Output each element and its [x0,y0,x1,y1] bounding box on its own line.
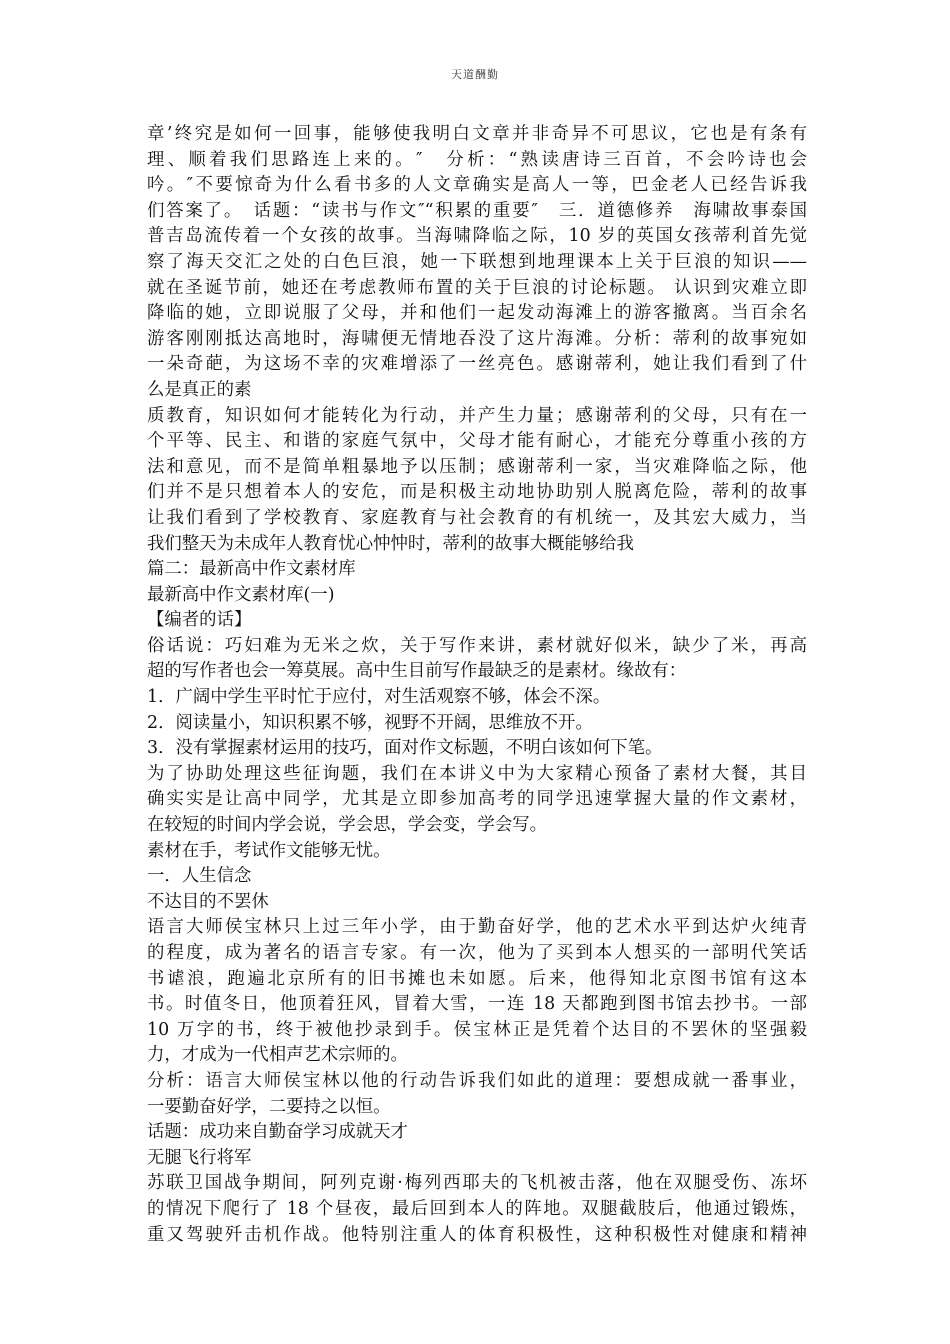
text-line: 的情况下爬行了 18 个昼夜，最后回到本人的阵地。双腿截肢后，他通过锻炼， [147,1198,807,1219]
text-line: 分析：语言大师侯宝林以他的行动告诉我们如此的道理：要想成就一番事业， [147,1070,807,1091]
text-line: 书谑浪，跑遍北京所有的旧书摊也未如愿。后来，他得知北京图书馆有这本 [147,968,807,989]
text-line: 语言大师侯宝林只上过三年小学，由于勤奋好学，他的艺术水平到达炉火纯青 [147,917,807,938]
text-line: 10 万字的书，终于被他抄录到手。侯宝林正是凭着个达目的不罢休的坚强毅 [147,1019,807,1040]
text-line: 3．没有掌握素材运用的技巧，面对作文标题，不明白该如何下笔。 [147,738,663,759]
text-line: 理、顺着我们思路连上来的。″ 分析：“熟读唐诗三百首，不会吟诗也会 [147,149,807,170]
text-line: 吟。″不要惊奇为什么看书多的人文章确实是高人一等，巴金老人已经告诉我 [147,175,807,196]
text-line: 普吉岛流传着一个女孩的故事。当海啸降临之际，10 岁的英国女孩蒂利首先觉 [147,226,807,247]
text-line: 1．广阔中学生平时忙于应付，对生活观察不够，体会不深。 [147,687,611,708]
text-line: 游客刚刚抵达高地时，海啸便无情地吞没了这片海滩。分析：蒂利的故事宛如 [147,328,807,349]
text-line: 一朵奇葩，为这场不幸的灾难增添了一丝亮色。感谢蒂利，她让我们看到了什 [147,354,807,375]
text-line: 2．阅读量小，知识积累不够，视野不开阔，思维放不开。 [147,712,593,733]
text-line: 苏联卫国战争期间，阿列克谢·梅列西耶夫的飞机被击落，他在双腿受伤、冻坏 [147,1173,807,1194]
text-line: 降临的她，立即说服了父母，并和他们一起发动海滩上的游客撤离。当百余名 [147,303,807,324]
text-line: 们并不是只想着本人的安危，而是积极主动地协助别人脱离危险，蒂利的故事 [147,482,807,503]
text-line: 超的写作者也会一筹莫展。高中生目前写作最缺乏的是素材。缘故有： [147,661,687,682]
text-line: 个平等、民主、和谐的家庭气氛中，父母才能有耐心，才能充分尊重小孩的方 [147,431,807,452]
text-line: 一要勤奋好学，二要持之以恒。 [147,1096,391,1117]
text-line: 么是真正的素 [147,379,252,400]
text-line: 书。时值冬日，他顶着狂风，冒着大雪，一连 18 天都跑到图书馆去抄书。一部 [147,994,807,1015]
text-line: 就在圣诞节前，她还在考虑教师布置的关于巨浪的讨论标题。 认识到灾难立即 [147,277,807,298]
text-line: 们答案了。 话题：“读书与作文″“积累的重要″ 三．道德修养 海啸故事泰国 [147,200,807,221]
text-line: 为了协助处理这些征询题，我们在本讲义中为大家精心预备了素材大餐，其目 [147,763,807,784]
text-line: 在较短的时间内学会说，学会思，学会变，学会写。 [147,815,547,836]
text-line: 话题：成功来自勤奋学习成就天才 [147,1122,408,1143]
text-line: 不达目的不罢休 [147,891,269,912]
document-body [147,122,807,1248]
text-line: 力，才成为一代相声艺术宗师的。 [147,1045,408,1066]
text-line: 察了海天交汇之处的白色巨浪，她一下联想到地理课本上关于巨浪的知识—— [147,251,807,272]
text-line: 我们整天为未成年人教育忧心忡忡时，蒂利的故事大概能够给我 [147,533,634,554]
text-line: 俗话说：巧妇难为无米之炊，关于写作来讲，素材就好似米，缺少了米，再高 [147,635,807,656]
text-line: 最新高中作文素材库(一) [147,584,335,605]
text-line: 章’终究是如何一回事，能够使我明白文章并非奇异不可思议，它也是有条有 [147,124,807,144]
text-line: 无腿飞行将军 [147,1147,252,1168]
text-line: 篇二：最新高中作文素材库 [147,559,356,580]
text-line: 一．人生信念 [147,866,252,887]
text-line: 重又驾驶歼击机作战。他特别注重人的体育积极性，这种积极性对健康和精神 [147,1224,807,1245]
text-line: 的程度，成为著名的语言专家。有一次，他为了买到本人想买的一部明代笑话 [147,943,807,963]
text-line: 质教育，知识如何才能转化为行动，并产生力量；感谢蒂利的父母，只有在一 [147,405,807,426]
page-header: 天道酬勤 [451,68,499,81]
text-line: 法和意见，而不是简单粗暴地予以压制；感谢蒂利一家，当灾难降临之际，他 [147,456,807,477]
text-line: 确实实是让高中同学，尤其是立即参加高考的同学迅速掌握大量的作文素材， [147,789,807,810]
text-line: 让我们看到了学校教育、家庭教育与社会教育的有机统一，及其宏大威力，当 [147,507,807,528]
text-line: 【编者的话】 [147,610,252,631]
text-line: 素材在手，考试作文能够无忧。 [147,840,391,861]
